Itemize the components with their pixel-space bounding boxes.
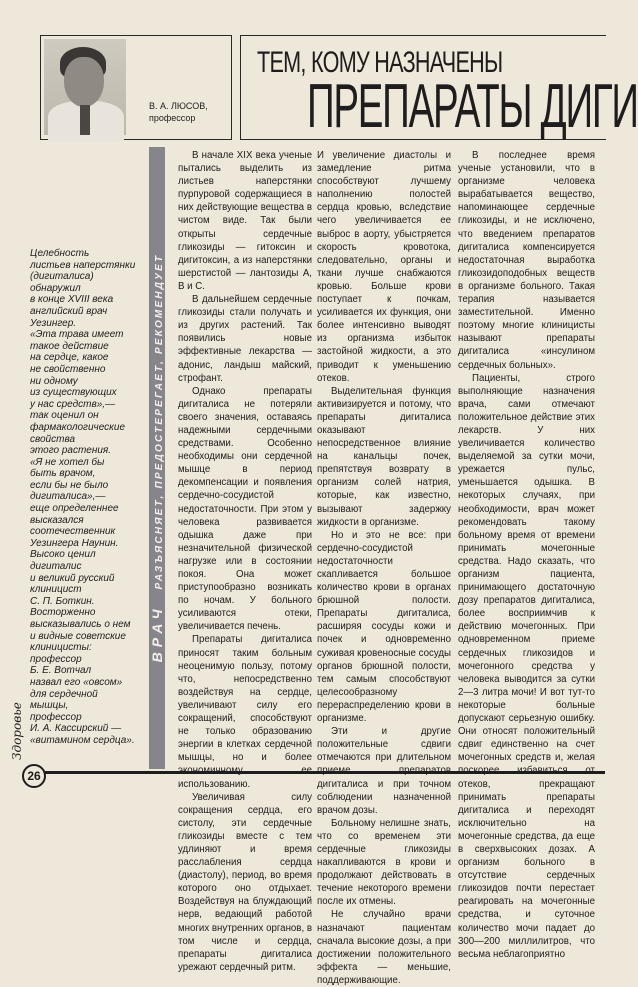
intro-line: (дигиталиса) (30, 271, 94, 283)
intro-line: и великий русский (30, 572, 115, 584)
rubric-banner (149, 147, 165, 769)
article-paragraph: Увеличивая силу сокращения сердца, его систолу, эти сердечные гликозиды вместе с тем удлиняют и время расслабления сердца (диастолу), период, во время которого оно отдыхает. Воздействуя на блуждающий нерв, ведающий работой многих внутренних органов, в том числе и сердца, препараты дигиталиса урежают сердечный ритм. (178, 791, 312, 973)
intro-line: Целебность (30, 248, 90, 259)
headline-line-2: ПРЕПАРАТЫ ДИГИ (307, 72, 638, 141)
author-caption (149, 100, 208, 124)
intro-line: для сердечной (30, 688, 98, 700)
article-paragraph: Выделительная функция активизируется и потому, что препараты дигиталиса оказывают непосредственное влияние на канальцы почек, препятствуя возврату в организм солей натрия, которые, как известно, вызывают задержку жидкости в организме. (317, 385, 451, 528)
article-paragraph: Но и это не все: при сердечно-сосудистой недостаточности скапливается большое количество крови в органах брюшной полости. Препараты дигиталиса, расширяя сосуды кожи и почек и одновременно суживая кровеносные сосуды органов брюшной полости, тем самым способствуют целесообразному перераспределению крови в организме. (317, 529, 451, 725)
intro-line: Высоко ценил (30, 549, 96, 561)
intro-line: профессор (30, 653, 82, 665)
intro-line: назвал его «овсом» (30, 676, 123, 688)
intro-line: клиницист (30, 584, 82, 596)
intro-line: «витамином сердца». (30, 734, 135, 746)
intro-line: у нас средств»,— (30, 398, 116, 410)
intro-line: мышцы, (30, 700, 69, 712)
headline-box (240, 35, 638, 141)
intro-line: Б. Е. Вотчал (30, 665, 92, 677)
intro-line: клиницисты: (30, 642, 92, 654)
magazine-logo: Здоровье (10, 702, 24, 760)
article-paragraph: Пациенты, строго выполняющие назначения врача, сами отмечают положительное действие этих лекарств. У них увеличивается количество выделяемой за сутки мочи, урежается пульс, уменьшается одышка. В некоторых случаях, при необходимости, врач может рекомендовать такому больному время от времени принимать мочегонные средства. Надо сказать, что организм пациента, принимающего достаточную дозу препаратов дигиталиса, более восприимчив к действию мочегонных. При одновременном приеме сердечных гликозидов и мочегонного средства у человека выводится за сутки 2—3 литра мочи! И вот тут-то некоторые больные допускают серьезную ошибку. Они относят положительный сдвиг единственно на счет мочегонных средств и, желая отеков, прекращают принимать препараты дигиталиса и переходят исключительно на мочегонные средства, да еще в сверхвысоких дозах. А организм больного в отсутствие сердечных гликозидов почти перестает реагировать на мочегонные средства, и суточное количество мочи падает до 300—200 миллилитров, что весьма неблагоприятно (458, 372, 595, 960)
intro-line: и видные советские (30, 630, 126, 642)
rubric-subtitle: РАЗЪЯСНЯЕТ, ПРЕДОСТЕРЕГАЕТ, РЕКОМЕНДУЕТ (154, 253, 165, 590)
intro-line: этого растения. (30, 445, 112, 457)
page-number: 26 (22, 764, 46, 788)
intro-line: английский врач (30, 305, 108, 317)
intro-line: в конце XVIII века (30, 294, 114, 306)
intro-line: если бы не было (30, 479, 109, 491)
intro-line: дигиталиса»,— (30, 491, 106, 503)
article-column-2 (317, 149, 451, 987)
author-name: В. А. ЛЮСОВ, (149, 101, 208, 111)
author-box (40, 35, 232, 140)
intro-line: еще определеннее (30, 503, 119, 515)
intro-line: не свойственно (30, 363, 106, 375)
intro-line: «Эта трава имеет (30, 329, 124, 341)
intro-line: Уезингера Наунин. (30, 537, 119, 549)
intro-line: так оценил он (30, 410, 99, 422)
intro-line: из существующих (30, 387, 117, 399)
author-title: профессор (149, 113, 196, 123)
intro-line: высказывались о нем (30, 619, 131, 630)
article-paragraph: Препараты дигиталиса приносят таким больным неоценимую пользу, потому что, непосредственно воздействуя на сердце, увеличивают силу его сокращений, способствуют не только образованию энергии в клетках сердечной мышцы, но и более использованию. (178, 634, 312, 790)
intro-line: дигиталис (30, 561, 82, 573)
article-paragraph: В последнее время ученые установили, что в организме человека вырабатывается вещество, напоминающее сердечные гликозиды, и не исключено, что введением препаратов дигиталиса компенсируется недостаточная выработка гликозидоподобных веществ в организме больного. Такая терапия называется заместительной. Именно поэтому многие клиницисты называют препараты дигиталиса «инсулином сердечных больных». (458, 150, 595, 371)
author-photo (44, 39, 126, 135)
intro-line: Уезингер. (30, 317, 77, 329)
intro-line: свойства (30, 433, 76, 445)
intro-line: листьев наперстянки (30, 259, 136, 271)
article-paragraph: В дальнейшем сердечные гликозиды стали получать и из других растений. Так появились новые эффективные лекарства — адонис, ландыш майский, строфант. (178, 294, 312, 384)
intro-line: быть врачом, (30, 468, 96, 480)
intro-sidebar (30, 248, 148, 747)
bottom-rule (45, 771, 605, 774)
article-paragraph: Не случайно врачи назначают пациентам сначала высокие дозы, а при достижении положительного эффекта — меньшие, поддерживающие. (317, 909, 451, 986)
rubric-title: ВРАЧ (149, 604, 165, 663)
intro-line: С. П. Боткин. (30, 595, 95, 607)
intro-line: такое действие (30, 340, 109, 352)
article-paragraph: И увеличение диастолы и замедление ритма способствуют лучшему наполнению полостей сердца кровью, вследствие чего увеличивается ее выброс в аорту, убыстряется скорость кровотока, следовательно, органы и ткани лучше снабжаются кровью. Больше крови поступает к почкам, усиливается их функция, они более интенсивно выводят из организма избыток застойной жидкости, а это приводит к уменьшению отеков. (317, 150, 451, 384)
article-paragraph: В начале XIX века ученые пытались выделить из листьев наперстянки пурпуровой содержащиеся в них действующие вещества в чистом виде. Так были открыты сердечные гликозиды — гитоксин и дигитоксин, а из наперстянки шерстистой — лантозиды А, В и С. (178, 150, 312, 292)
intro-line: обнаружил (30, 282, 81, 294)
article-paragraph: Больному нелишне знать, что со временем эти сердечные гликозиды накапливаются в крови и продолжают действовать в течение некоторого времени после их отмены. (317, 817, 451, 908)
intro-line: И. А. Кассирский — (30, 723, 122, 735)
intro-line: ни одному (30, 375, 78, 387)
intro-line: Восторженно (30, 607, 96, 619)
intro-line: профессор (30, 711, 82, 723)
intro-line: соотечественник (30, 526, 116, 538)
intro-line: высказался (30, 514, 84, 526)
intro-line: «Я не хотел бы (30, 456, 105, 468)
intro-line: фармакологические (30, 421, 126, 433)
article-paragraph: Однако препараты дигиталиса не потеряли своего значения, оставаясь надежными сердечными средствами. Особенно необходимы они сердечной мышце в период декомпенсации и появления сердечно-сосудистой недостаточности. При этом у человека развивается одышка даже при незначительной физической нагрузке или в состоянии покоя. Она может приступообразно возникать по ночам. У больного усиливаются отеки, увеличивается печень. (178, 385, 312, 633)
article-column-1 (178, 149, 312, 974)
headline-line-1: ТЕМ, КОМУ НАЗНАЧЕНЫ (257, 46, 503, 79)
intro-line: на сердце, какое (30, 352, 109, 364)
article-paragraph: Эти и другие положительные сдвиги отмечаются при длительном дигиталиса и при точном соблюдении назначенной врачом дозы. (317, 726, 451, 816)
article-column-3 (458, 149, 595, 961)
